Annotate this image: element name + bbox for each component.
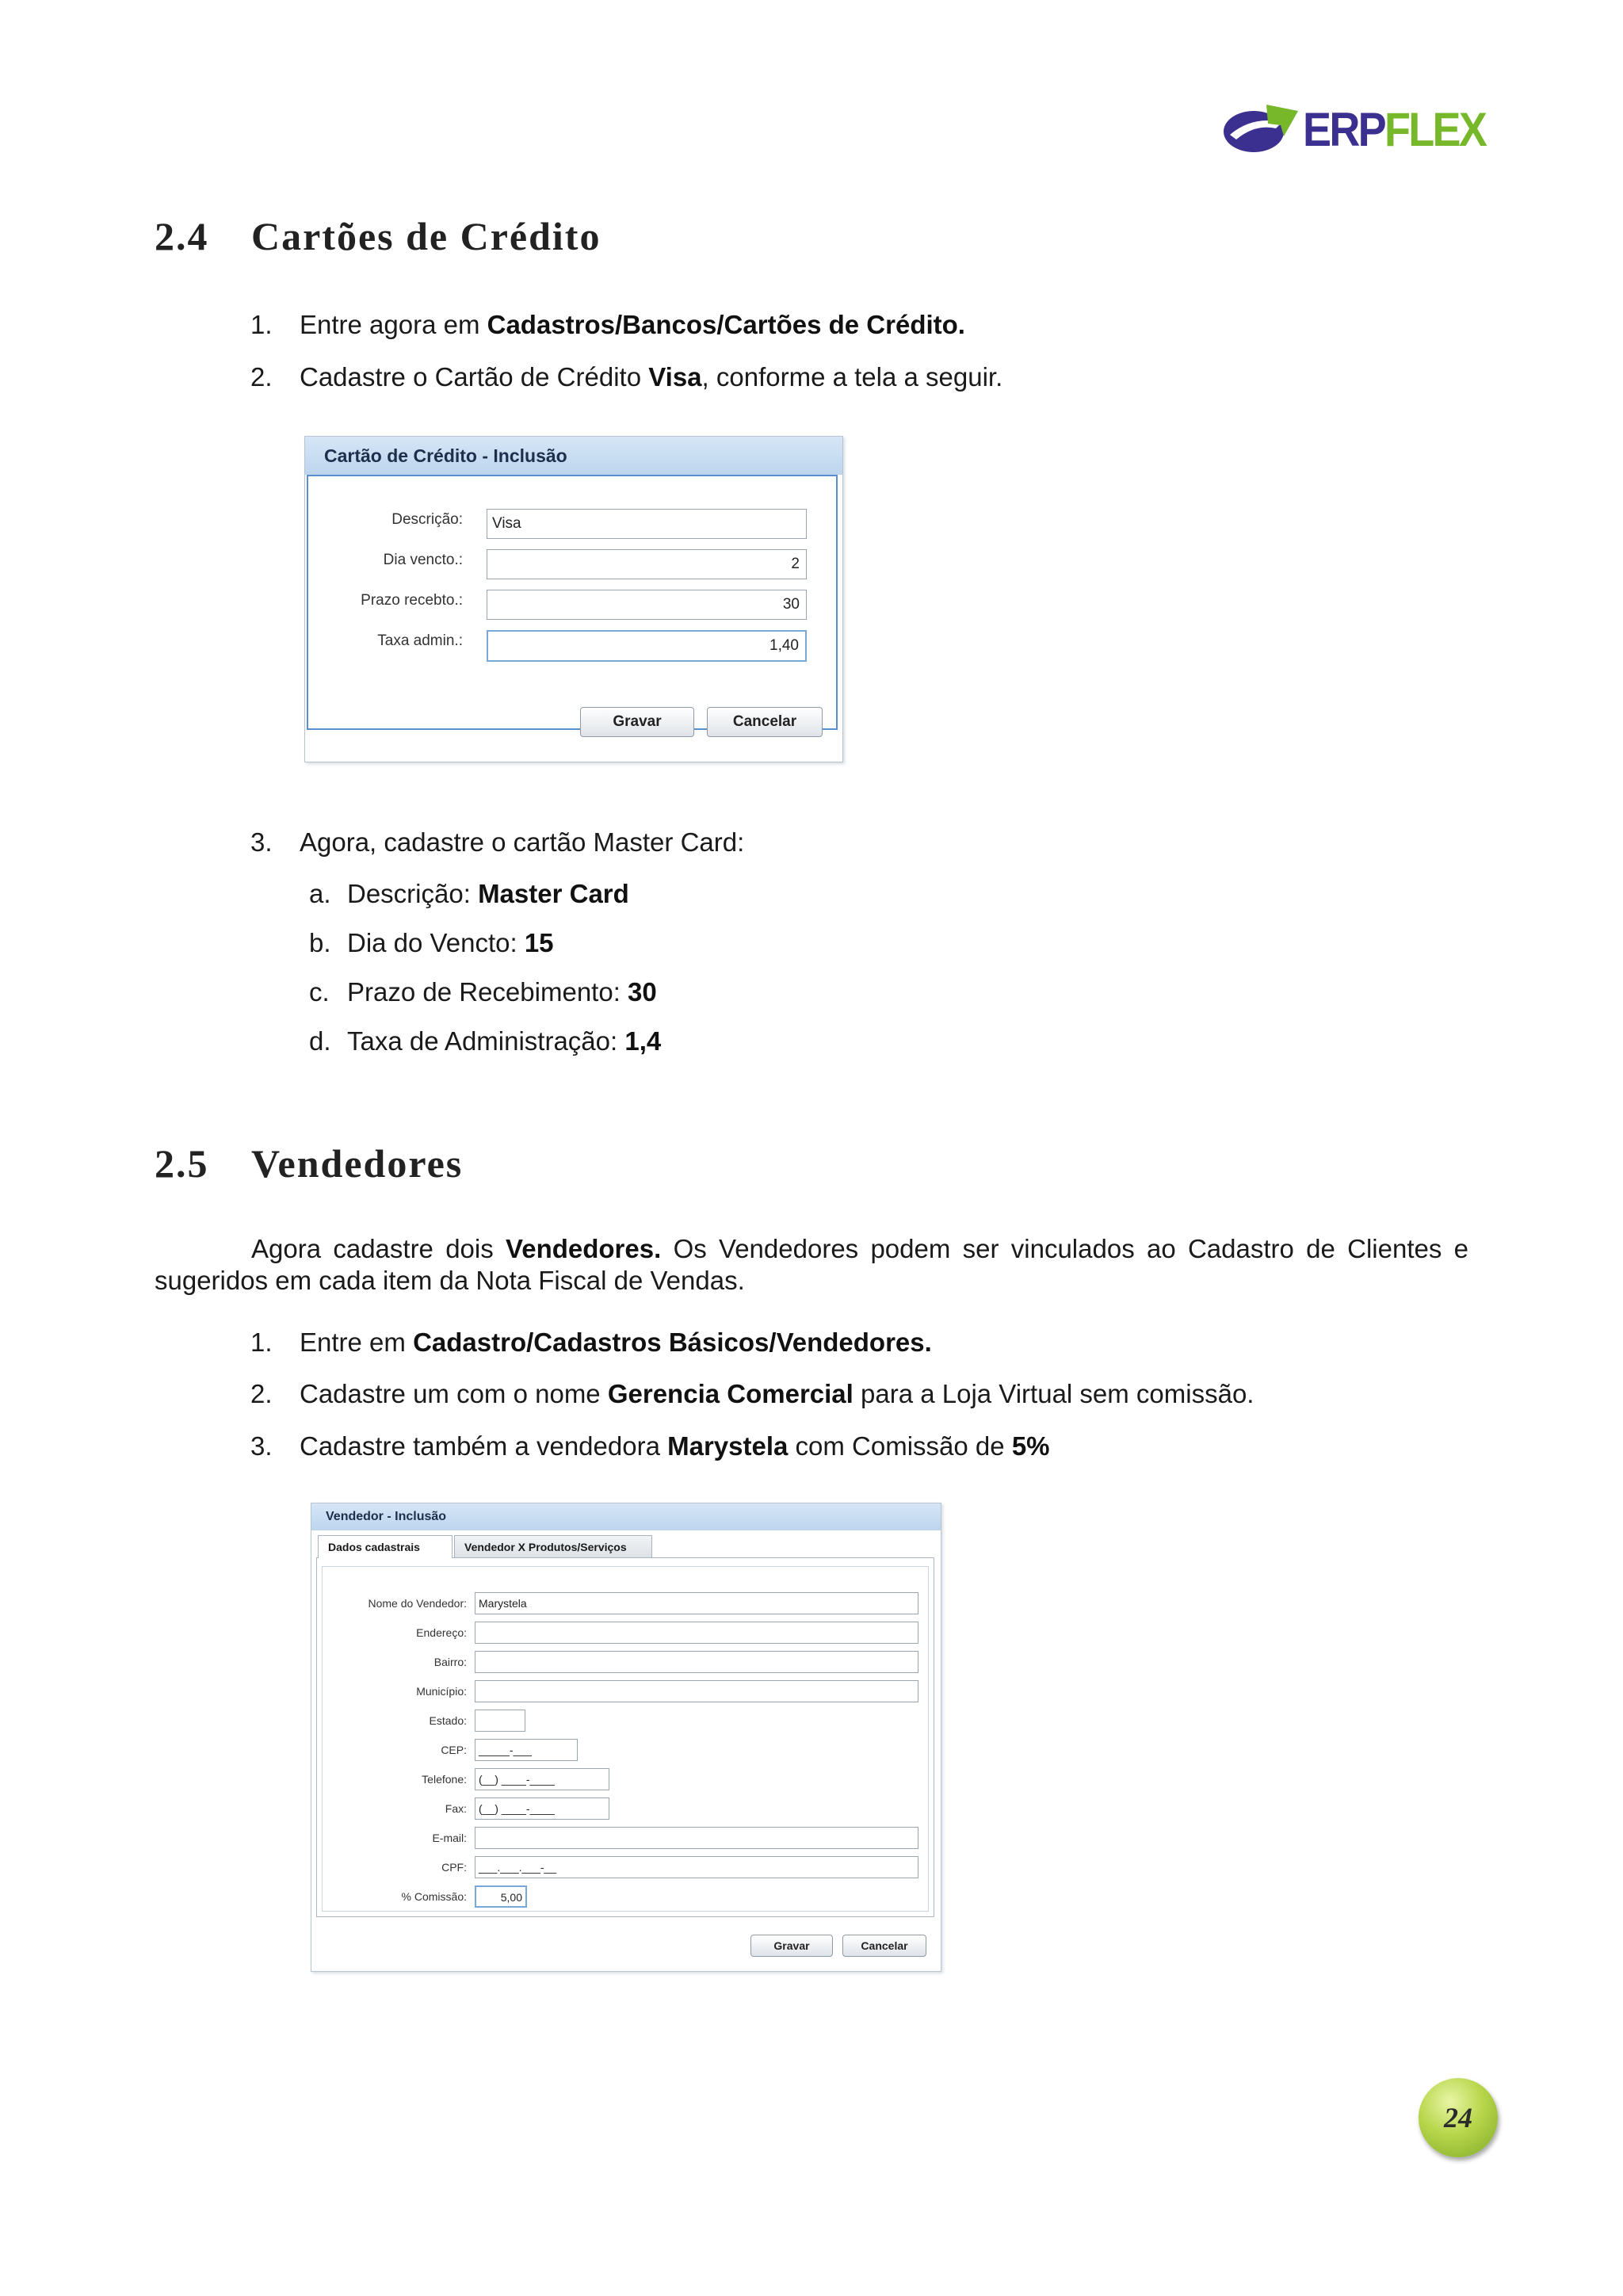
taxa-admin-label: Taxa admin.: [377, 632, 463, 649]
municipio-field[interactable] [475, 1680, 918, 1702]
nome-vendedor-label: Nome do Vendedor: [368, 1597, 467, 1610]
municipio-label: Município: [416, 1685, 467, 1698]
cpf-field[interactable]: ___.___.___-__ [475, 1856, 918, 1878]
gravar-button[interactable]: Gravar [750, 1935, 833, 1957]
page-number-badge [1419, 2078, 1498, 2157]
page-number: 24 [1444, 2102, 1472, 2134]
cancelar-button[interactable]: Cancelar [842, 1935, 926, 1957]
cep-label: CEP: [441, 1744, 467, 1756]
tab-dados-cadastrais[interactable]: Dados cadastrais [318, 1535, 453, 1558]
erpflex-logo [1220, 100, 1486, 159]
estado-field[interactable] [475, 1710, 525, 1732]
fax-field[interactable]: (__) ____-____ [475, 1797, 609, 1820]
bairro-field[interactable] [475, 1651, 918, 1673]
descricao-label: Descrição: [391, 511, 463, 528]
gravar-button[interactable]: Gravar [580, 707, 694, 737]
comissao-field[interactable]: 5,00 [475, 1885, 527, 1908]
email-field[interactable] [475, 1827, 918, 1849]
bairro-label: Bairro: [433, 1656, 467, 1668]
prazo-recebto-label: Prazo recebto.: [361, 592, 463, 609]
comissao-label: % Comissão: [401, 1890, 467, 1903]
email-label: E-mail: [432, 1832, 467, 1844]
telefone-field[interactable]: (__) ____-____ [475, 1768, 609, 1790]
section-heading-vendedores: 2.5 Vendedores [155, 1141, 464, 1186]
dia-vencto-label: Dia vencto.: [383, 552, 463, 568]
cartao-form [306, 474, 837, 729]
tab-vendedor-produtos[interactable]: Vendedor X Produtos/Serviços [454, 1535, 652, 1557]
cpf-label: CPF: [441, 1861, 467, 1874]
endereco-label: Endereço: [416, 1626, 467, 1639]
logo-text: ERPFLEX [1303, 103, 1486, 156]
estado-label: Estado: [429, 1714, 467, 1727]
fax-label: Fax: [445, 1802, 467, 1815]
vendedor-dialog [311, 1503, 941, 1972]
cep-field[interactable]: _____-___ [475, 1739, 578, 1761]
nome-vendedor-field[interactable]: Marystela [475, 1592, 918, 1614]
dia-vencto-field[interactable]: 2 [487, 549, 807, 579]
section-heading-cartoes: 2.4 Cartões de Crédito [155, 214, 601, 258]
telefone-label: Telefone: [422, 1773, 467, 1786]
endereco-field[interactable] [475, 1622, 918, 1644]
logo-swoosh-icon [1220, 100, 1300, 159]
intro-paragraph: Agora cadastre dois Vendedores. Os Vendedores podem ser vinculados ao Cadastro de Clientes e sugeridos em cada item da Nota Fiscal de Vendas. [155, 1234, 1468, 1295]
descricao-field[interactable]: Visa [487, 509, 807, 539]
prazo-recebto-field[interactable]: 30 [487, 590, 807, 620]
dados-cadastrais-panel [316, 1557, 934, 1917]
taxa-admin-field[interactable]: 1,40 [487, 630, 807, 662]
dialog-title: Vendedor - Inclusão [311, 1503, 941, 1530]
dialog-title: Cartão de Crédito - Inclusão [305, 437, 842, 475]
cancelar-button[interactable]: Cancelar [707, 707, 823, 737]
